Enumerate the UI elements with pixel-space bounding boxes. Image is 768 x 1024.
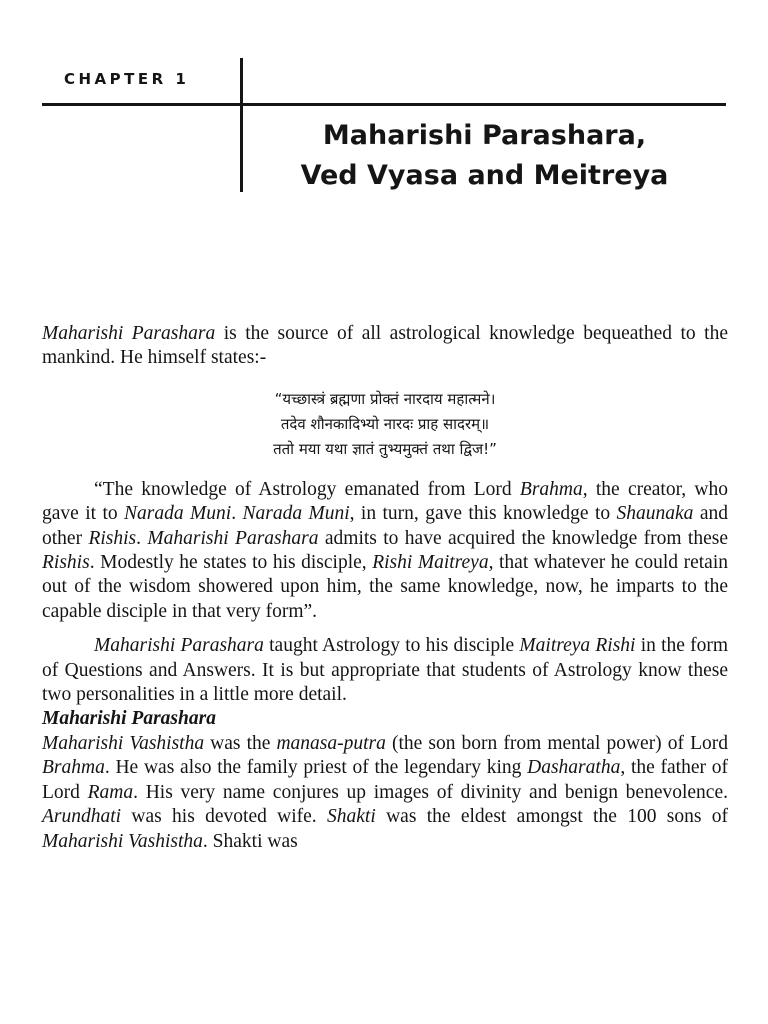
emphasis-text: Narada Muni <box>242 503 350 525</box>
emphasis-text: Arundhati <box>42 806 122 828</box>
text-run: was the eldest amongst the 100 sons of <box>375 806 728 828</box>
text-run: is the source of all astrological knowledge bequeathed to the mankind. He himself states:- <box>42 323 729 369</box>
chapter-label: CHAPTER 1 <box>64 70 190 88</box>
paragraph-1 <box>42 478 728 624</box>
emphasis-text: Maharishi Vashistha <box>42 830 203 852</box>
emphasis-text: Maharishi Parashara <box>94 635 264 657</box>
text-run: admits to have acquired the knowledge from these <box>318 527 728 549</box>
emphasis-text: Rishis <box>42 552 90 574</box>
text-run: was the <box>204 732 277 754</box>
emphasis-text: manasa-putra <box>276 732 386 754</box>
paragraph-2 <box>42 634 728 707</box>
emphasis-text: Dasharatha <box>527 757 621 779</box>
text-run: was his devoted wife. <box>121 806 328 828</box>
sloka-line-2: तदेव शौनकादिभ्यो नारदः प्राह सादरम्॥ <box>280 414 490 433</box>
emphasis-text: Rishis <box>88 527 137 549</box>
text-run: . <box>231 503 243 525</box>
text-run: in the form of Questions and Answers. It is but appropriate that students of Astrology know these two personalities in a little more detail. <box>42 635 729 706</box>
text-run: , in turn, gave this knowledge to <box>349 503 617 525</box>
text-run: , the creator, who gave it to <box>42 478 728 525</box>
text-run: . Modestly he states to his disciple, <box>89 552 373 574</box>
body-text <box>42 322 728 854</box>
emphasis-text: Brahma <box>42 757 105 779</box>
chapter-title <box>243 116 726 196</box>
paragraph-3 <box>42 732 728 854</box>
emphasis-text: Narada Muni <box>124 503 232 525</box>
emphasis-text: Maitreya Rishi <box>519 635 636 657</box>
sloka-line-3: ततो मया यथा ज्ञातं तुभ्यमुक्तं तथा द्विज!” <box>273 439 497 458</box>
text-run: “The knowledge of Astrology emanated from Lord <box>94 478 520 500</box>
header-horizontal-rule <box>42 103 726 106</box>
text-run: taught Astrology to his disciple <box>263 635 520 657</box>
text-run: . He was also the family priest of the legendary king <box>104 757 528 779</box>
chapter-title-line-2: Ved Vyasa and Meitreya <box>300 160 669 191</box>
chapter-title-line-1: Maharishi Parashara, <box>322 120 647 151</box>
text-run: (the son born from mental power) of Lord <box>385 732 728 754</box>
emphasis-text: Maharishi Parashara <box>147 527 319 549</box>
emphasis-text: Rishi Maitreya <box>372 552 489 574</box>
text-run: , that whatever he could retain out of the wisdom showered upon him, the same knowledge, now, he imparts to the capable disciple in that very form”. <box>42 552 728 622</box>
emphasis-text: Brahma <box>519 478 583 500</box>
text-run: . His very name conjures up images of divinity and benign benevolence. <box>133 781 728 803</box>
sloka-line-1: “यच्छास्त्रं ब्रह्मणा प्रोक्तं नारदाय महात्मने। <box>274 389 496 408</box>
emphasis-text: Maharishi Parashara <box>42 323 216 344</box>
intro-paragraph <box>42 322 728 371</box>
emphasis-text: Shakti <box>327 806 376 828</box>
text-run: , the father of Lord <box>42 757 728 803</box>
text-run: and other <box>42 503 728 549</box>
emphasis-text: Maharishi Vashistha <box>42 732 205 754</box>
text-run: . <box>136 527 148 549</box>
sanskrit-sloka <box>42 387 728 462</box>
text-run: . Shakti was <box>202 830 298 852</box>
emphasis-text: Rama <box>87 781 134 803</box>
emphasis-text: Shaunaka <box>616 503 694 525</box>
section-heading: Maharishi Parashara <box>42 708 216 730</box>
